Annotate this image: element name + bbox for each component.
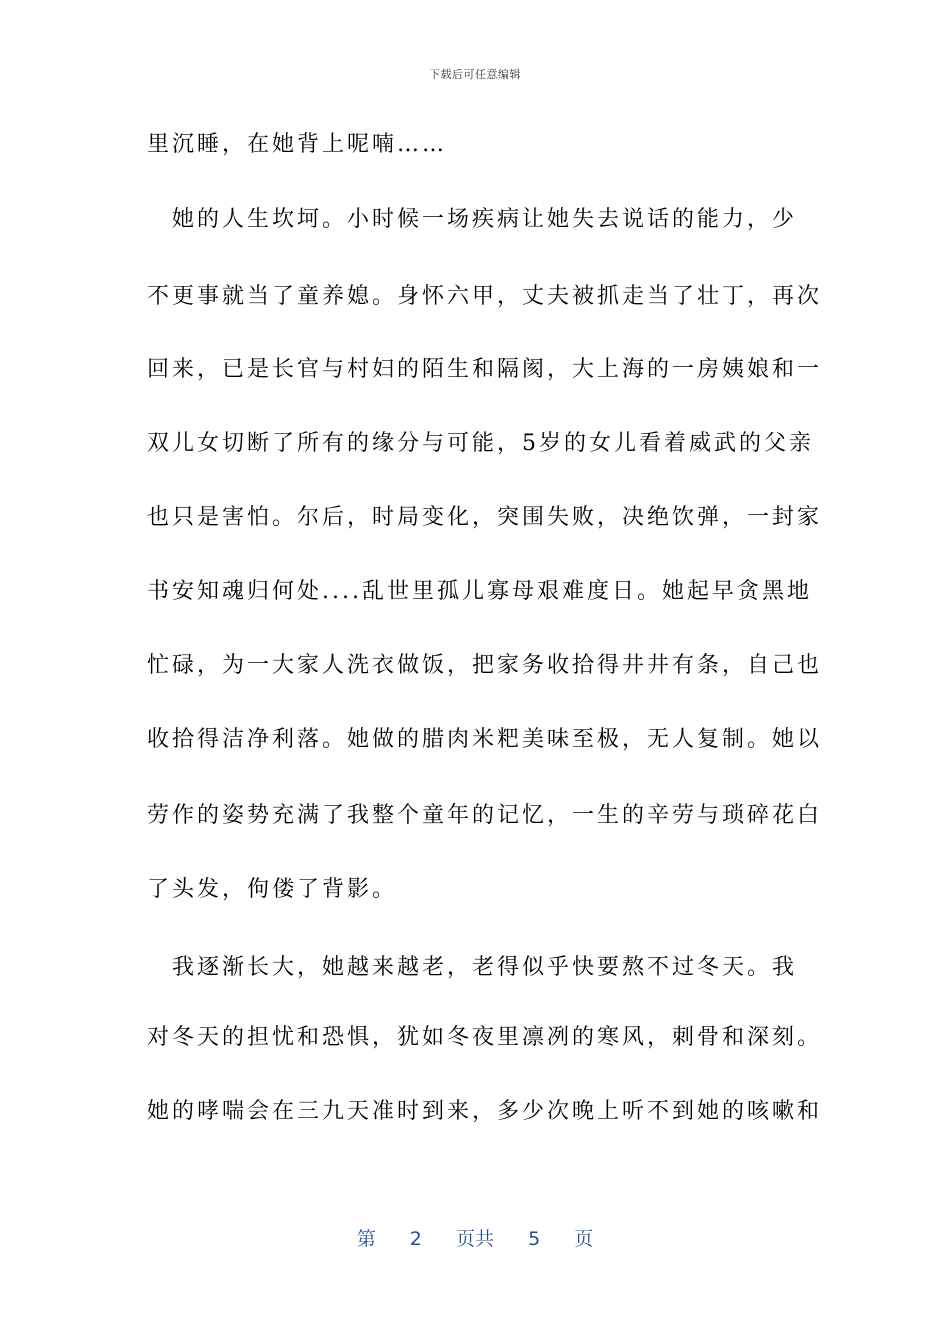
text-line: 我逐渐长大，她越来越老，老得似乎快要熬不过冬天。我 xyxy=(147,955,798,980)
text-line: 双儿女切断了所有的缘分与可能，5岁的女儿看着威武的父亲 xyxy=(147,431,814,456)
text-line: 里沉睡，在她背上呢喃…… xyxy=(147,132,448,157)
page-header-note: 下载后可任意编辑 xyxy=(429,68,521,81)
text-line: 了头发，佝偻了背影。 xyxy=(147,877,398,902)
total-page-count: 5 xyxy=(528,1228,541,1250)
text-line: 收拾得洁净利落。她做的腊肉米粑美味至极，无人复制。她以 xyxy=(147,727,823,752)
text-line: 也只是害怕。尔后，时局变化，突围失败，决绝饮弹，一封家 xyxy=(147,505,823,530)
text-line: 她的人生坎坷。小时候一场疾病让她失去说话的能力，少 xyxy=(147,207,798,232)
text-line: 书安知魂归何处....乱世里孤儿寡母艰难度日。她起早贪黑地 xyxy=(147,579,812,604)
text-line: 忙碌，为一大家人洗衣做饭，把家务收拾得井井有条，自己也 xyxy=(147,653,823,678)
footer-middle: 页共 xyxy=(455,1228,494,1250)
text-line: 她的哮喘会在三九天准时到来，多少次晚上听不到她的咳嗽和 xyxy=(147,1099,823,1124)
text-line: 回来，已是长官与村妇的陌生和隔阂，大上海的一房姨娘和一 xyxy=(147,357,823,382)
current-page-number: 2 xyxy=(409,1228,422,1250)
footer-suffix: 页 xyxy=(574,1228,594,1250)
page-number-footer xyxy=(0,1224,950,1251)
footer-prefix: 第 xyxy=(356,1228,376,1250)
text-line: 不更事就当了童养媳。身怀六甲，丈夫被抓走当了壮丁，再次 xyxy=(147,284,823,309)
text-line: 劳作的姿势充满了我整个童年的记忆，一生的辛劳与琐碎花白 xyxy=(147,803,823,828)
text-line: 对冬天的担忧和恐惧，犹如冬夜里凛冽的寒风，刺骨和深刻。 xyxy=(147,1025,823,1050)
